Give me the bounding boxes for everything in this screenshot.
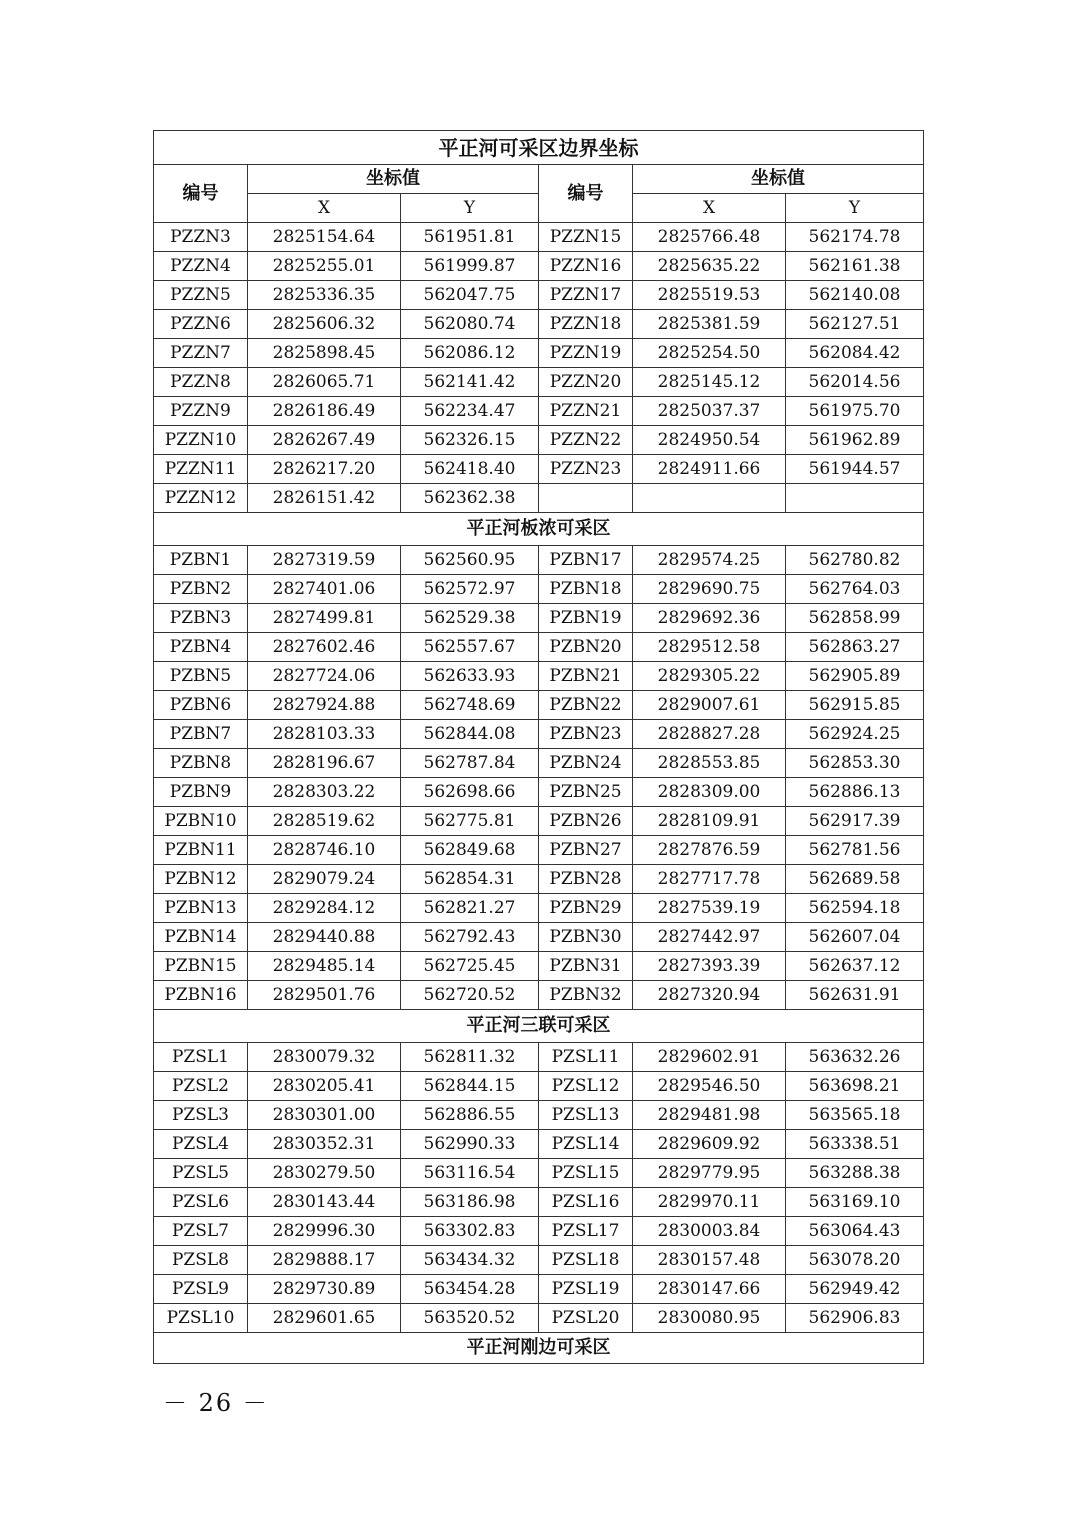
table-row [154,1217,924,1246]
table-cell: PZZN18 [539,310,633,339]
table-cell: 2828519.62 [248,807,401,836]
table-cell: 2827320.94 [633,981,786,1010]
table-cell: 562362.38 [401,484,539,513]
table-cell: 562853.30 [786,749,924,778]
table-cell: 2829692.36 [633,604,786,633]
table-cell: PZBN19 [539,604,633,633]
table-row [154,894,924,923]
table-cell: 2825519.53 [633,281,786,310]
table-row [154,484,924,513]
table-cell: PZZN3 [154,223,248,252]
table-row [154,223,924,252]
table-cell: 562572.97 [401,575,539,604]
table-cell: 2829440.88 [248,923,401,952]
table-cell: 2824911.66 [633,455,786,484]
table-cell: 2830205.41 [248,1072,401,1101]
table-cell: 2827724.06 [248,662,401,691]
table-cell: 2827539.19 [633,894,786,923]
table-cell: 2827401.06 [248,575,401,604]
table-cell: 2830279.50 [248,1159,401,1188]
table-cell: 2828827.28 [633,720,786,749]
table-cell: 562990.33 [401,1130,539,1159]
table-cell: PZSL7 [154,1217,248,1246]
table-row [154,981,924,1010]
table-cell: 562787.84 [401,749,539,778]
table-cell: 2828309.00 [633,778,786,807]
table-cell: PZBN4 [154,633,248,662]
table-cell: 2829481.98 [633,1101,786,1130]
section-title: 平正河板浓可采区 [154,513,924,546]
table-cell: 2829888.17 [248,1246,401,1275]
header-x-left: X [248,194,401,223]
table-cell: PZBN18 [539,575,633,604]
table-cell: 2829996.30 [248,1217,401,1246]
table-cell: PZBN32 [539,981,633,1010]
table-row [154,691,924,720]
table-cell: 2826267.49 [248,426,401,455]
table-cell: PZBN2 [154,575,248,604]
section-title: 平正河刚边可采区 [154,1333,924,1364]
table-cell: 562560.95 [401,546,539,575]
table-cell: PZBN13 [154,894,248,923]
table-cell: PZZN21 [539,397,633,426]
table-cell: 562886.13 [786,778,924,807]
table-cell: PZBN20 [539,633,633,662]
table-cell: 2829609.92 [633,1130,786,1159]
table-cell: 2829305.22 [633,662,786,691]
table-cell: 2829779.95 [633,1159,786,1188]
table-cell: 2825606.32 [248,310,401,339]
table-cell: 562689.58 [786,865,924,894]
table-cell: PZSL18 [539,1246,633,1275]
table-title: 平正河可采区边界坐标 [154,131,924,165]
table-row [154,310,924,339]
table-row [154,281,924,310]
table-cell: PZSL17 [539,1217,633,1246]
table-cell: 2827442.97 [633,923,786,952]
table-cell: 562720.52 [401,981,539,1010]
table-row [154,252,924,281]
table-row [154,368,924,397]
table-cell: PZZN4 [154,252,248,281]
table-cell: 2825145.12 [633,368,786,397]
table-cell: PZBN29 [539,894,633,923]
table-cell: 562949.42 [786,1275,924,1304]
table-cell: 562141.42 [401,368,539,397]
table-cell: 2830352.31 [248,1130,401,1159]
table-row [154,720,924,749]
table-cell: 562557.67 [401,633,539,662]
table-cell: 2825635.22 [633,252,786,281]
table-cell: PZBN28 [539,865,633,894]
table-cell: PZZN15 [539,223,633,252]
header-y-left: Y [401,194,539,223]
table-cell: PZSL15 [539,1159,633,1188]
table-cell: PZBN22 [539,691,633,720]
table-cell [633,484,786,513]
table-row [154,1188,924,1217]
table-cell: 562418.40 [401,455,539,484]
table-cell: 2829284.12 [248,894,401,923]
table-row [154,923,924,952]
table-cell: 562849.68 [401,836,539,865]
table-row [154,604,924,633]
table-cell: 562906.83 [786,1304,924,1333]
table-cell: 2826065.71 [248,368,401,397]
table-cell: 563186.98 [401,1188,539,1217]
table-cell: 563288.38 [786,1159,924,1188]
table-row [154,1275,924,1304]
table-cell: 2825381.59 [633,310,786,339]
table-cell: 2829546.50 [633,1072,786,1101]
table-cell: 2829730.89 [248,1275,401,1304]
table-cell: 562086.12 [401,339,539,368]
table-cell: 563064.43 [786,1217,924,1246]
header-coord-right: 坐标值 [633,165,924,194]
table-cell: 2827717.78 [633,865,786,894]
table-cell: 562607.04 [786,923,924,952]
table-row [154,865,924,894]
table-cell: PZZN11 [154,455,248,484]
header-id-left: 编号 [154,165,248,223]
table-cell: 561999.87 [401,252,539,281]
table-cell: 2829601.65 [248,1304,401,1333]
table-cell: 562854.31 [401,865,539,894]
table-cell: 562084.42 [786,339,924,368]
table-cell: PZSL2 [154,1072,248,1101]
table-cell: PZBN5 [154,662,248,691]
table-cell: 2829602.91 [633,1043,786,1072]
table-cell: PZZN20 [539,368,633,397]
table-cell [786,484,924,513]
table-title-row [154,131,924,165]
table-cell: 563169.10 [786,1188,924,1217]
table-row [154,952,924,981]
table-cell: 562811.32 [401,1043,539,1072]
table-cell: 2826151.42 [248,484,401,513]
table-cell: PZSL1 [154,1043,248,1072]
page-number: － 26 － [163,1389,269,1417]
table-cell: PZZN8 [154,368,248,397]
table-row [154,662,924,691]
table-cell: 563078.20 [786,1246,924,1275]
table-cell: PZBN25 [539,778,633,807]
table-cell: 2830301.00 [248,1101,401,1130]
table-cell: 2827499.81 [248,604,401,633]
table-cell: PZZN10 [154,426,248,455]
table-cell: 562631.91 [786,981,924,1010]
table-cell: PZBN9 [154,778,248,807]
table-row [154,1043,924,1072]
table-row [154,1304,924,1333]
table-cell: PZBN11 [154,836,248,865]
table-cell: 562174.78 [786,223,924,252]
table-cell: PZBN15 [154,952,248,981]
table-cell: 562326.15 [401,426,539,455]
table-cell: PZZN19 [539,339,633,368]
table-cell: PZSL4 [154,1130,248,1159]
table-cell: 2828196.67 [248,749,401,778]
header-y-right: Y [786,194,924,223]
header-coord-left: 坐标值 [248,165,539,194]
table-cell: 2829970.11 [633,1188,786,1217]
table-cell: 562698.66 [401,778,539,807]
table-cell: PZSL20 [539,1304,633,1333]
table-cell: 563632.26 [786,1043,924,1072]
table-cell: 2827393.39 [633,952,786,981]
table-cell: PZBN30 [539,923,633,952]
section-row [154,1333,924,1364]
table-cell: 2829007.61 [633,691,786,720]
table-cell: 562725.45 [401,952,539,981]
table-cell: PZBN23 [539,720,633,749]
table-cell: 2830143.44 [248,1188,401,1217]
table-cell: 562844.15 [401,1072,539,1101]
table-cell: PZSL13 [539,1101,633,1130]
header-x-right: X [633,194,786,223]
table-cell: 562764.03 [786,575,924,604]
table-cell: PZSL19 [539,1275,633,1304]
table-cell: 2829574.25 [633,546,786,575]
table-cell: 562637.12 [786,952,924,981]
table-cell: 562140.08 [786,281,924,310]
table-row [154,1072,924,1101]
table-cell: 2827924.88 [248,691,401,720]
table-row [154,836,924,865]
table-cell: PZBN27 [539,836,633,865]
table-cell: 2829690.75 [633,575,786,604]
section-row [154,513,924,546]
table-cell: PZZN22 [539,426,633,455]
table-cell: PZSL9 [154,1275,248,1304]
table-row [154,749,924,778]
table-cell: 561975.70 [786,397,924,426]
table-cell: PZSL5 [154,1159,248,1188]
section-title: 平正河三联可采区 [154,1010,924,1043]
table-cell: 562633.93 [401,662,539,691]
table-cell: PZBN16 [154,981,248,1010]
table-cell: PZSL11 [539,1043,633,1072]
table-cell: 2827876.59 [633,836,786,865]
table-cell: PZSL16 [539,1188,633,1217]
table-cell: 2827602.46 [248,633,401,662]
table-cell: 563565.18 [786,1101,924,1130]
table-cell: PZZN23 [539,455,633,484]
table-cell: 562821.27 [401,894,539,923]
table-cell: PZBN10 [154,807,248,836]
table-row [154,807,924,836]
table-cell: PZZN6 [154,310,248,339]
table-cell: 561951.81 [401,223,539,252]
table-row [154,575,924,604]
section-row [154,1010,924,1043]
table-cell: 2828553.85 [633,749,786,778]
table-cell: 562924.25 [786,720,924,749]
table-cell: PZBN1 [154,546,248,575]
table-cell: 2826186.49 [248,397,401,426]
table-cell: 563302.83 [401,1217,539,1246]
table-cell: 562905.89 [786,662,924,691]
table-cell: PZBN8 [154,749,248,778]
table-row [154,1159,924,1188]
table-cell: 2830157.48 [633,1246,786,1275]
table-cell: 2825037.37 [633,397,786,426]
table-cell: 2825154.64 [248,223,401,252]
table-cell: 562594.18 [786,894,924,923]
table-cell: 2825766.48 [633,223,786,252]
table-cell: PZSL8 [154,1246,248,1275]
table-cell: PZZN12 [154,484,248,513]
table-cell: 2828303.22 [248,778,401,807]
table-row [154,1130,924,1159]
table-cell: 562844.08 [401,720,539,749]
table-cell: PZZN5 [154,281,248,310]
table-cell: 561962.89 [786,426,924,455]
table-cell: PZBN31 [539,952,633,981]
table-cell: 2828746.10 [248,836,401,865]
table-cell: 2830080.95 [633,1304,786,1333]
table-row [154,633,924,662]
table-cell: 562234.47 [401,397,539,426]
table-cell: PZZN9 [154,397,248,426]
table-cell: 2825255.01 [248,252,401,281]
table-cell: 2827319.59 [248,546,401,575]
table-row [154,546,924,575]
table-cell: 562915.85 [786,691,924,720]
table-cell: 562014.56 [786,368,924,397]
table-cell: 563520.52 [401,1304,539,1333]
table-cell: 563338.51 [786,1130,924,1159]
table-row [154,1246,924,1275]
coordinates-table [153,130,924,1364]
table-cell: PZSL14 [539,1130,633,1159]
table-cell: 2825336.35 [248,281,401,310]
table-cell: 2825254.50 [633,339,786,368]
table-cell: 2829501.76 [248,981,401,1010]
table-cell: PZZN7 [154,339,248,368]
table-cell: 2829485.14 [248,952,401,981]
table-cell: 562858.99 [786,604,924,633]
table-cell: 562127.51 [786,310,924,339]
table-cell: PZBN21 [539,662,633,691]
table-cell: 563116.54 [401,1159,539,1188]
table-cell: 562917.39 [786,807,924,836]
table-cell: PZZN16 [539,252,633,281]
table-cell: 2828103.33 [248,720,401,749]
table-cell: 562161.38 [786,252,924,281]
table-cell: 562775.81 [401,807,539,836]
table-cell: 2825898.45 [248,339,401,368]
table-cell: PZBN3 [154,604,248,633]
table-cell: PZSL6 [154,1188,248,1217]
header-id-right: 编号 [539,165,633,223]
table-cell: 562047.75 [401,281,539,310]
table-cell: PZBN24 [539,749,633,778]
table-cell: PZBN26 [539,807,633,836]
table-cell: 563434.32 [401,1246,539,1275]
table-cell [539,484,633,513]
table-cell: 2826217.20 [248,455,401,484]
table-cell: 563454.28 [401,1275,539,1304]
table-cell: 562748.69 [401,691,539,720]
table-cell: PZBN12 [154,865,248,894]
table-row [154,426,924,455]
table-cell: PZSL12 [539,1072,633,1101]
table-cell: 2830147.66 [633,1275,786,1304]
table-row [154,397,924,426]
table-cell: 562886.55 [401,1101,539,1130]
table-cell: PZBN7 [154,720,248,749]
table-cell: PZSL3 [154,1101,248,1130]
table-cell: PZBN17 [539,546,633,575]
table-cell: PZBN6 [154,691,248,720]
table-cell: 2829512.58 [633,633,786,662]
table-cell: 2828109.91 [633,807,786,836]
header-row [154,165,924,194]
table-row [154,778,924,807]
table-row [154,455,924,484]
table-cell: PZZN17 [539,281,633,310]
table-cell: 562780.82 [786,546,924,575]
table-cell: 562529.38 [401,604,539,633]
table-cell: 562792.43 [401,923,539,952]
table-cell: 2824950.54 [633,426,786,455]
table-cell: 562863.27 [786,633,924,662]
table-row [154,339,924,368]
table-cell: 2830079.32 [248,1043,401,1072]
table-cell: 561944.57 [786,455,924,484]
table-cell: PZSL10 [154,1304,248,1333]
table-cell: 562080.74 [401,310,539,339]
table-cell: 2830003.84 [633,1217,786,1246]
table-cell: 2829079.24 [248,865,401,894]
table-cell: 563698.21 [786,1072,924,1101]
table-row [154,1101,924,1130]
table-cell: PZBN14 [154,923,248,952]
table-cell: 562781.56 [786,836,924,865]
